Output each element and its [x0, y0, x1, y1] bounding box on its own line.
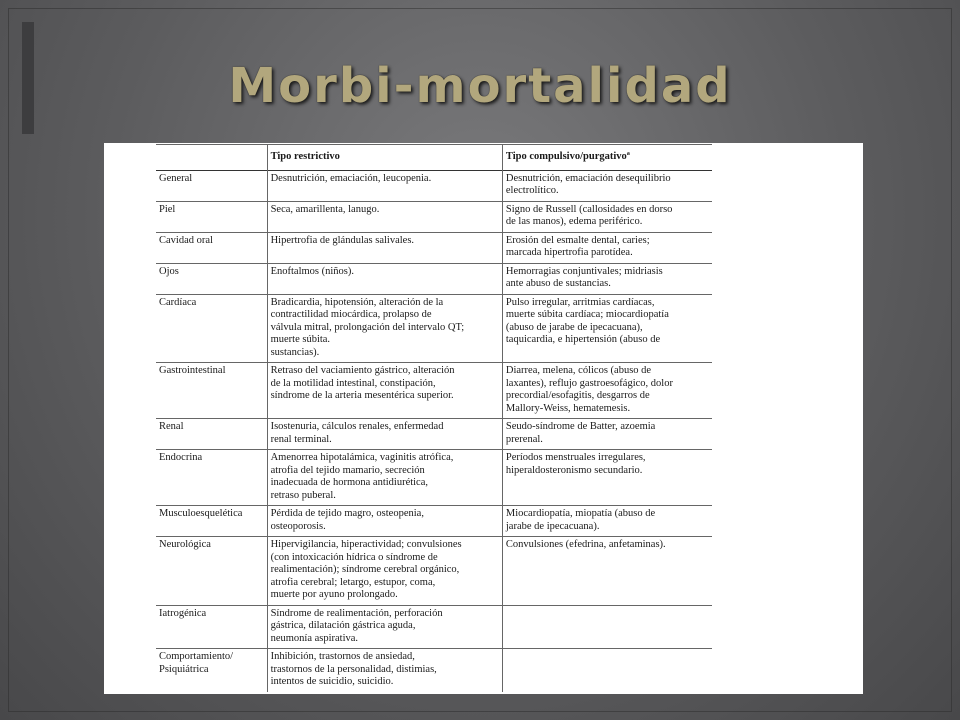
row-restrictivo-line: trastornos de la personalidad, distimias, [270, 663, 437, 675]
row-system [156, 649, 267, 692]
row-compulsivo-line: taquicardia, e hipertensión (abuso de [505, 334, 661, 345]
row-compulsivo [502, 201, 712, 232]
system-line: Neurológica [159, 539, 211, 550]
table-row [156, 450, 712, 506]
header-restrictivo: Tipo restrictivo [267, 145, 502, 171]
row-compulsivo-line: Convulsiones (efedrina, anfetaminas). [505, 539, 666, 550]
row-restrictivo-line: Isostenuria, cálculos renales, enfermedad [270, 421, 444, 432]
row-restrictivo [267, 363, 502, 419]
system-line: Cavidad oral [159, 234, 213, 246]
row-compulsivo-line: ante abuso de sustancias. [505, 278, 611, 289]
row-compulsivo [502, 170, 712, 201]
row-compulsivo [502, 263, 712, 294]
row-restrictivo-line: intentos de suicidio, suicidio. [270, 676, 394, 687]
row-restrictivo-line: sustancias). [270, 346, 320, 358]
row-compulsivo-line: marcada hipertrofia parotídea. [505, 247, 633, 258]
row-compulsivo-line: prerenal. [505, 433, 543, 445]
row-compulsivo-line: Desnutrición, emaciación desequilibrio [505, 172, 671, 184]
row-restrictivo [267, 232, 502, 263]
table-row [156, 605, 712, 649]
row-restrictivo [267, 419, 502, 450]
row-restrictivo [267, 537, 502, 606]
row-compulsivo-line: Hemorragias conjuntivales; midriasis [505, 265, 663, 277]
row-compulsivo-line: muerte súbita cardíaca; miocardiopatía [505, 309, 669, 320]
row-compulsivo-line: Mallory-Weiss, hematemesis. [505, 402, 631, 414]
row-compulsivo-line: (abuso de jarabe de ipecacuana), [505, 321, 643, 333]
row-system [156, 363, 267, 419]
system-line: Endocrina [159, 452, 203, 463]
table-row [156, 232, 712, 263]
row-system [156, 170, 267, 201]
slide-title: Morbi-mortalidad [228, 58, 732, 114]
row-system [156, 201, 267, 232]
row-compulsivo-line: electrolítico. [505, 185, 559, 196]
row-restrictivo-line: contractilidad miocárdica, prolapso de [270, 309, 432, 320]
row-compulsivo-line: jarabe de ipecacuana). [505, 520, 600, 532]
row-restrictivo [267, 450, 502, 506]
row-restrictivo-line: Retraso del vaciamiento gástrico, alteración [270, 365, 455, 376]
table-row [156, 170, 712, 201]
row-compulsivo-line: Signo de Russell (callosidades en dorso [505, 203, 673, 215]
system-line: Psiquiátrica [159, 663, 209, 675]
row-compulsivo [502, 605, 712, 649]
row-compulsivo-line: Erosión del esmalte dental, caries; [505, 234, 650, 246]
row-compulsivo-line: laxantes), reflujo gastroesofágico, dolor [505, 377, 673, 389]
row-restrictivo-line: retraso puberal. [270, 489, 336, 501]
table-row [156, 263, 712, 294]
system-line: Ojos [159, 265, 179, 277]
system-line: Musculoesquelética [159, 508, 243, 519]
row-restrictivo-line: realimentación); síndrome cerebral orgánico, [270, 564, 460, 575]
table-row [156, 294, 712, 363]
row-restrictivo-line: (con intoxicación hídrica o síndrome de [270, 551, 438, 563]
row-compulsivo [502, 649, 712, 692]
row-compulsivo [502, 537, 712, 606]
row-restrictivo-line: Hipervigilancia, hiperactividad; convulsiones [270, 539, 462, 550]
row-restrictivo-line: de la motilidad intestinal, constipación, [270, 377, 436, 389]
row-system [156, 506, 267, 537]
row-restrictivo [267, 201, 502, 232]
row-system [156, 232, 267, 263]
row-compulsivo [502, 450, 712, 506]
row-restrictivo [267, 605, 502, 649]
row-compulsivo [502, 363, 712, 419]
header-system [156, 145, 267, 171]
row-restrictivo-line: Enoftalmos (niños). [270, 265, 354, 277]
row-restrictivo-line: Inhibición, trastornos de ansiedad, [270, 651, 415, 662]
row-compulsivo [502, 294, 712, 363]
table-row [156, 649, 712, 692]
table-body [156, 170, 712, 692]
system-line: Cardíaca [159, 296, 197, 308]
row-system [156, 294, 267, 363]
row-compulsivo-line: hiperaldosteronismo secundario. [505, 464, 643, 476]
row-system [156, 263, 267, 294]
row-compulsivo-line: Pulso irregular, arritmias cardíacas, [505, 296, 655, 308]
table-header-row [156, 145, 712, 171]
system-line: General [159, 172, 193, 184]
system-line: Iatrogénica [159, 607, 207, 619]
row-restrictivo [267, 294, 502, 363]
row-compulsivo [502, 419, 712, 450]
row-system [156, 537, 267, 606]
row-restrictivo-line: muerte súbita. [270, 334, 331, 345]
row-compulsivo-line: Seudo-síndrome de Batter, azoemia [505, 421, 656, 432]
row-restrictivo-line: gástrica, dilatación gástrica aguda, [270, 620, 416, 631]
row-compulsivo [502, 232, 712, 263]
row-restrictivo [267, 649, 502, 692]
row-compulsivo-line: Miocardiopatía, miopatía (abuso de [505, 508, 656, 519]
system-line: Piel [159, 203, 176, 215]
system-line: Comportamiento/ [159, 651, 234, 662]
row-restrictivo-line: neumonía aspirativa. [270, 632, 359, 644]
table-row [156, 201, 712, 232]
table-row [156, 537, 712, 606]
table-panel [104, 143, 863, 694]
morbidity-table [156, 144, 712, 692]
header-compulsivo: Tipo compulsivo/purgativoª [502, 145, 712, 171]
system-line: Renal [159, 421, 184, 432]
row-compulsivo-line: de las manos), edema periférico. [505, 216, 643, 227]
row-restrictivo-line: muerte por ayuno prolongado. [270, 589, 398, 600]
row-system [156, 450, 267, 506]
row-restrictivo-line: renal terminal. [270, 433, 332, 445]
row-restrictivo [267, 506, 502, 537]
row-restrictivo-line: Pérdida de tejido magro, osteopenia, [270, 508, 424, 519]
table-row [156, 506, 712, 537]
row-restrictivo-line: válvula mitral, prolongación del intervalo QT; [270, 321, 465, 333]
row-restrictivo-line: Desnutrición, emaciación, leucopenia. [270, 172, 432, 184]
row-restrictivo-line: Seca, amarillenta, lanugo. [270, 203, 380, 215]
row-compulsivo-line: Diarrea, melena, cólicos (abuso de [505, 365, 652, 376]
table-row [156, 363, 712, 419]
row-restrictivo-line: atrofia del tejido mamario, secreción [270, 464, 425, 476]
row-system [156, 605, 267, 649]
row-restrictivo [267, 263, 502, 294]
row-restrictivo-line: Amenorrea hipotalámica, vaginitis atrófica, [270, 452, 454, 463]
system-line: Gastrointestinal [159, 365, 226, 376]
row-restrictivo-line: osteoporosis. [270, 520, 326, 532]
row-restrictivo [267, 170, 502, 201]
row-restrictivo-line: Bradicardia, hipotensión, alteración de la [270, 296, 444, 308]
row-restrictivo-line: inadecuada de hormona antidiurética, [270, 477, 429, 488]
row-restrictivo-line: Hipertrofia de glándulas salivales. [270, 234, 415, 246]
row-compulsivo-line: precordial/esofagitis, desgarros de [505, 390, 650, 401]
row-compulsivo [502, 506, 712, 537]
row-compulsivo-line: Períodos menstruales irregulares, [505, 452, 646, 463]
row-system [156, 419, 267, 450]
row-restrictivo-line: atrofia cerebral; letargo, estupor, coma, [270, 576, 436, 588]
table-row [156, 419, 712, 450]
row-restrictivo-line: síndrome de la arteria mesentérica superior. [270, 390, 454, 401]
row-restrictivo-line: Síndrome de realimentación, perforación [270, 607, 443, 619]
